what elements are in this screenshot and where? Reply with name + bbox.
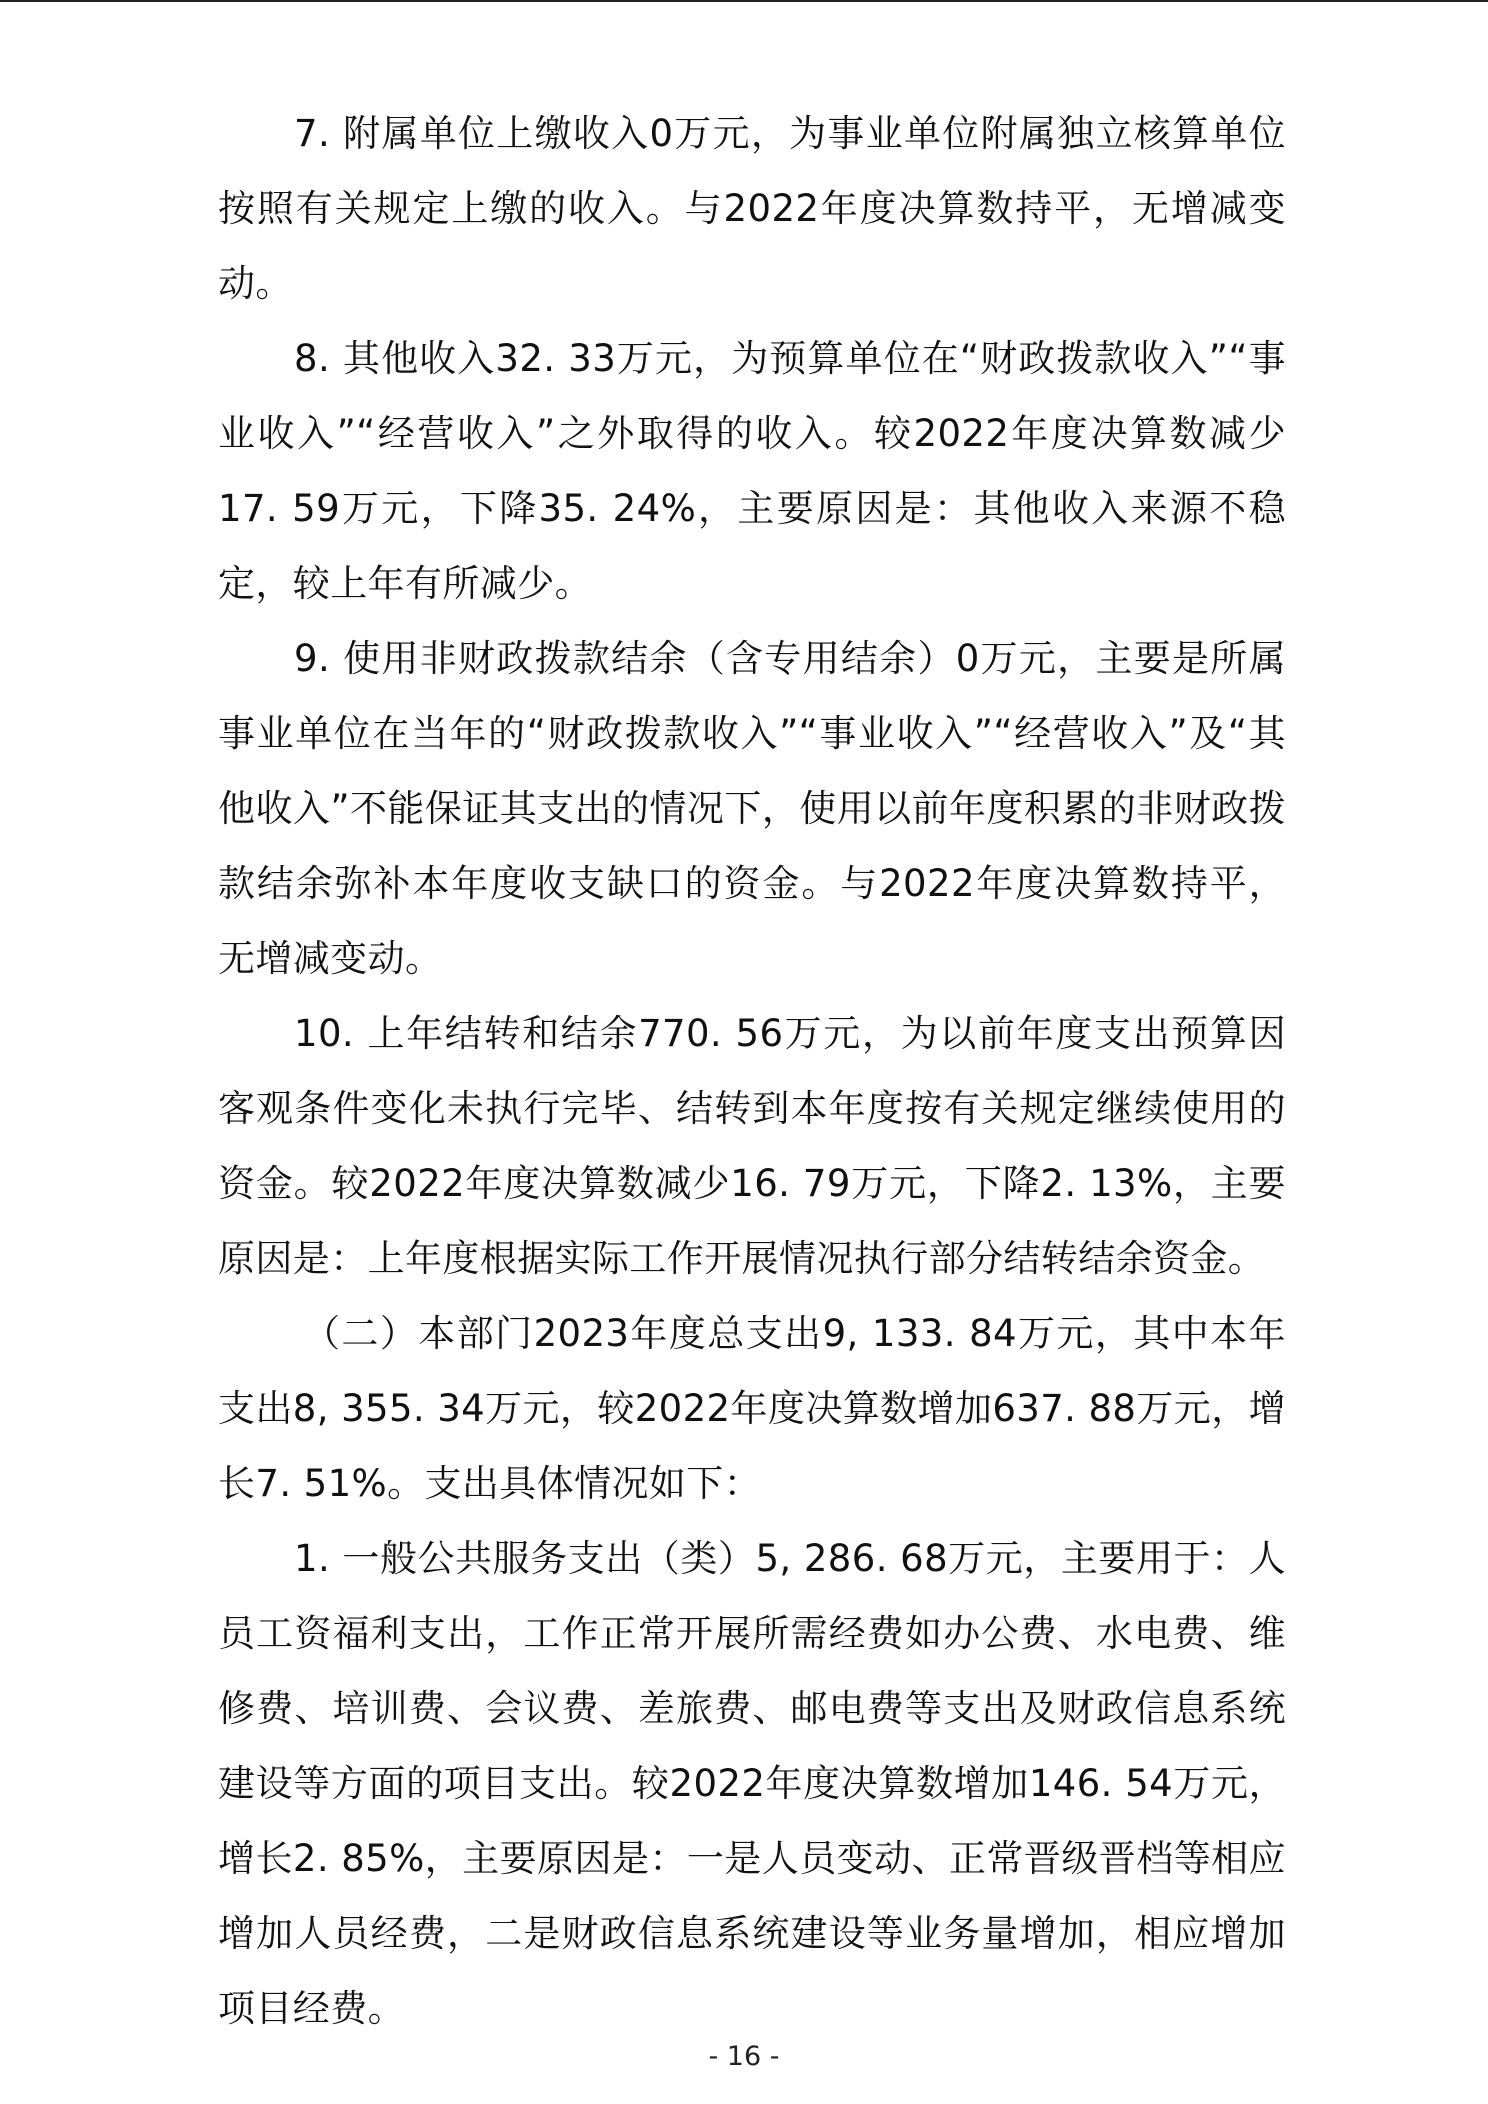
paragraph-non-fiscal-balance: 9. 使用非财政拨款结余（含专用结余）0万元，主要是所属事业单位在当年的“财政拨款收入”“事业收入”“经营收入”及“其他收入”不能保证其支出的情况下，使用以前年度积累的非财政拨款结余弥补本年度收支缺口的资金。与2022年度决算数持平，无增减变动。 xyxy=(218,637,1286,980)
top-border-line xyxy=(0,0,1488,2)
paragraph-public-service-expenditure: 1. 一般公共服务支出（类）5, 286. 68万元，主要用于：人员工资福利支出，工作正常开展所需经费如办公费、水电费、维修费、培训费、会议费、差旅费、邮电费等支出及财政信息系统建设等方面的项目支出。较2022年度决算数增加146. 54万元，增长2. 85%，主要原因是：一是人员变动、正常晋级晋档等相应增加人员经费，二是财政信息系统建设等业务量增加，相应增加项目经费。 xyxy=(218,1537,1286,2030)
paragraph-affiliated-unit-income: 7. 附属单位上缴收入0万元，为事业单位附属独立核算单位按照有关规定上缴的收入。与2022年度决算数持平，无增减变动。 xyxy=(218,112,1286,305)
document-body xyxy=(218,96,1286,2046)
paragraph-total-expenditure: （二）本部门2023年度总支出9, 133. 84万元，其中本年支出8, 355. 34万元，较2022年度决算数增加637. 88万元，增长7. 51%。支出具体情况如下： xyxy=(218,1312,1286,1505)
paragraph-prior-year-carryover: 10. 上年结转和结余770. 56万元，为以前年度支出预算因客观条件变化未执行完毕、结转到本年度按有关规定继续使用的资金。较2022年度决算数减少16. 79万元，下降2. 13%，主要原因是：上年度根据实际工作开展情况执行部分结转结余资金。 xyxy=(218,1012,1286,1280)
page-number: - 16 - xyxy=(708,2041,780,2072)
paragraph-other-income: 8. 其他收入32. 33万元，为预算单位在“财政拨款收入”“事业收入”“经营收入”之外取得的收入。较2022年度决算数减少17. 59万元，下降35. 24%，主要原因是：其他收入来源不稳定，较上年有所减少。 xyxy=(218,337,1286,605)
